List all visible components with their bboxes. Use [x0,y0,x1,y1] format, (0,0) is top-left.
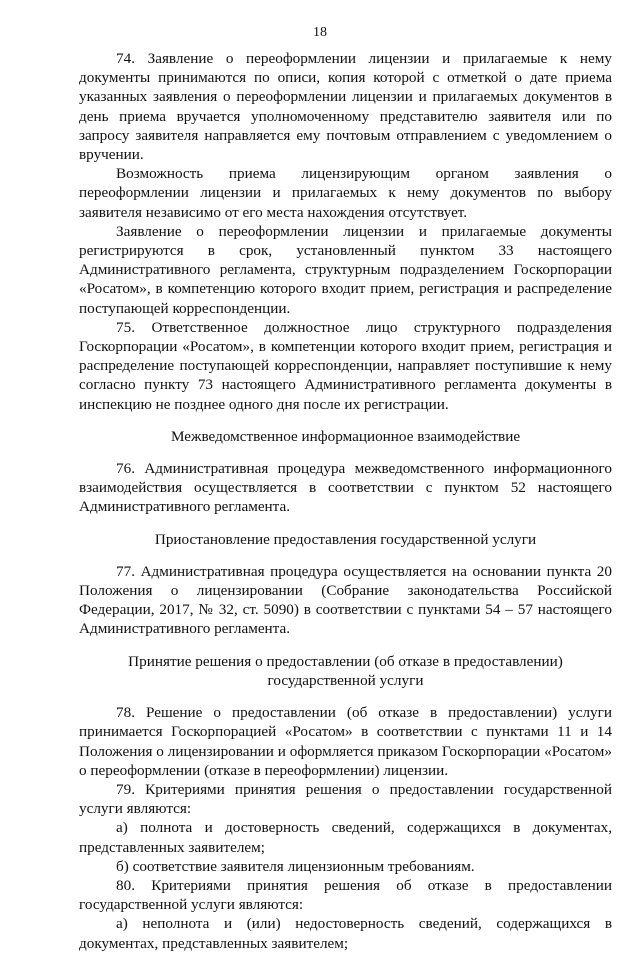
paragraph-76: 76. Административная процедура межведомственного информационного взаимодействия осуществляется в соответствии с пунктом 52 настоящего Административного регламента. [79,460,612,516]
paragraph-78: 78. Решение о предоставлении (об отказе в предоставлении) услуги принимается Госкорпорацией «Росатом» в соответствии с пунктами 11 и 14 Положения о лицензировании и оформляется приказом Госкорпорации «Росатом» о переоформлении (отказе в переоформлении) лицензии. [79,704,612,779]
paragraph-79-item-b: б) соответствие заявителя лицензионным требованиям. [116,857,475,875]
section-heading-decision-line1: Принятие решения о предоставлении (об отказе в предоставлении) [128,652,563,670]
paragraph-80: 80. Критериями принятия решения об отказе в предоставлении государственной услуги являются: [79,876,612,914]
paragraph-79-item-a: а) полнота и достоверность сведений, содержащихся в документах, представленных заявителем; [79,819,612,856]
paragraph-79: 79. Критериями принятия решения о предоставлении государственной услуги являются: [79,780,612,818]
section-heading-decision-line2: государственной услуги [267,671,424,689]
paragraph-77: 77. Административная процедура осуществляется на основании пункта 20 Положения о лицензировании (Собрание законодательства Российской Федерации, 2017, № 32, ст. 5090) в соответствии с пунктами 54 – 57 настоящего Административного регламента. [79,562,612,638]
paragraph-80-item-a: а) неполнота и (или) недостоверность сведений, содержащихся в документах, представленных заявителем; [79,915,612,952]
paragraph-75: 75. Ответственное должностное лицо структурного подразделения Госкорпорации «Росатом», в компетенции которого входит прием, регистрация и распределение поступающей корреспонденции, направляет поступившие к нему согласно пункту 73 настоящего Административного регламента документы в инспекцию не позднее одного дня после их регистрации. [79,318,612,413]
section-heading-suspension: Приостановление предоставления государственной услуги [154,530,537,548]
paragraph-74-registration: Заявление о переоформлении лицензии и прилагаемые документы регистрируются в срок, установленный пунктом 33 настоящего Административного регламента, структурным подразделением Госкорпорации «Росатом», в компетенцию которого входит прием, регистрация и распределение поступающей корреспонденции. [79,222,612,317]
page-number: 18 [313,25,327,40]
paragraph-74: 74. Заявление о переоформлении лицензии и прилагаемые к нему документы принимаются по описи, копия которой с отметкой о дате приема указанных заявления о переоформлении лицензии и прилагаемых документов в день приема вручается уполномоченному представителю заявителя или по запросу заявителя направляется ему почтовым отправлением с уведомлением о вручении. [79,50,612,164]
paragraph-74-remote-acceptance: Возможность приема лицензирующим органом заявления о переоформлении лицензии и прилагаемых к нему документов по выбору заявителя независимо от его места нахождения отсутствует. [79,165,612,221]
section-heading-interagency: Межведомственное информационное взаимодействие [170,427,521,445]
document-body [79,49,612,953]
